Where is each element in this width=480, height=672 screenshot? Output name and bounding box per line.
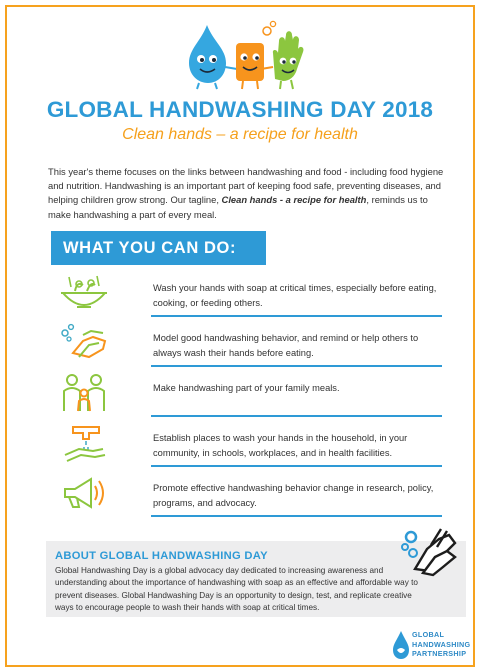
action-text: Model good handwashing behavior, and remind or help others to always wash their hands before eating. [153,333,419,358]
action-text: Wash your hands with soap at critical times, especially before eating, cooking, or feeding others. [153,283,437,308]
action-item [59,317,442,367]
logo-line-3: PARTNERSHIP [412,649,467,659]
poster-frame [5,5,475,667]
action-text: Make handwashing part of your family meals. [153,383,340,393]
action-text: Promote effective handwashing behavior change in research, policy, programs, and advocacy. [153,483,434,508]
action-item [59,267,442,317]
mascots-illustration [179,19,319,91]
action-text: Establish places to wash your hands in the household, in your community, in schools, workplaces, and in health facilities. [153,433,408,458]
washing-hands-icon [59,323,109,363]
logo-text [412,630,470,659]
intro-text-part2: , reminds us to make handwashing a part of every meal. [48,194,428,220]
intro-text-part1: This year's theme focuses on the links between handwashing and food - including food hygiene and nutrition. Handwashing is an important part of keeping food safe, preventing diseases, and helping children grow strong. Our tagline, [48,166,444,206]
hand-mascot-icon [273,31,304,89]
logo-line-1: GLOBAL [412,630,445,639]
drop-logo-icon [392,630,410,660]
intro-tagline-emphasis: Clean hands - a recipe for health [221,194,367,206]
food-bowl-icon [59,273,109,313]
page-tagline: Clean hands – a recipe for health [122,126,358,143]
about-body: Global Handwashing Day is a global advocacy day dedicated to increasing awareness and understanding about the importance of handwashing with soap as an effective and affordable way to prevent diseases. Global Handwashing Day is an opportunity to design, test, and replicate creative ways to encourage people to wash their hands with soap at critical times. [55,566,418,612]
action-item [59,467,442,517]
megaphone-icon [59,473,109,513]
what-you-can-do-heading: WHAT YOU CAN DO: [51,231,266,265]
tap-hands-icon [59,423,109,463]
partnership-logo [392,628,472,668]
washing-hands-badge-icon [401,523,461,579]
action-list [59,267,442,517]
logo-line-2: HANDWASHING [412,639,471,649]
family-icon [59,373,109,413]
action-item [59,417,442,467]
water-drop-mascot-icon [189,25,226,89]
page-title: GLOBAL HANDWASHING DAY 2018 [46,97,434,122]
intro-paragraph [48,165,448,222]
divider [151,515,442,517]
action-item [59,367,442,417]
soap-mascot-icon [236,21,276,89]
about-title: ABOUT GLOBAL HANDWASHING DAY [55,550,268,562]
